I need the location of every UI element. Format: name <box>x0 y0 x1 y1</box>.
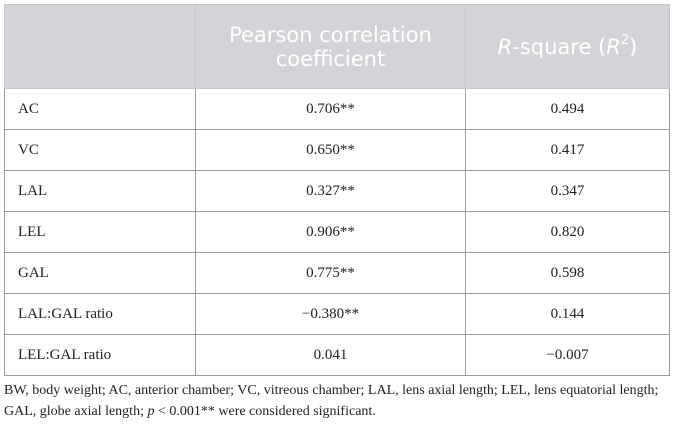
correlation-table <box>4 4 670 376</box>
table-row <box>5 171 670 212</box>
footnote-text-2: < 0.001** were considered significant. <box>154 404 376 419</box>
row-label: GAL <box>5 253 196 294</box>
row-pearson: 0.041 <box>196 335 466 376</box>
table-row <box>5 335 670 376</box>
header-rsquare-middle: -square ( <box>512 34 607 59</box>
table-row <box>5 212 670 253</box>
footnote-p-variable: p <box>147 404 155 419</box>
header-rsquare-sup: 2 <box>620 32 630 48</box>
row-label: LAL <box>5 171 196 212</box>
row-label: AC <box>5 89 196 130</box>
header-rsquare-prefix: R <box>497 34 513 59</box>
table-row <box>5 294 670 335</box>
correlation-table-container <box>4 4 669 376</box>
header-stub <box>5 5 196 89</box>
row-pearson: 0.775** <box>196 253 466 294</box>
header-rsquare-var: R <box>606 34 621 59</box>
row-rsquare: 0.347 <box>466 171 670 212</box>
row-rsquare: −0.007 <box>466 335 670 376</box>
row-rsquare: 0.417 <box>466 130 670 171</box>
table-footnote <box>4 380 664 422</box>
table-header-row <box>5 5 670 89</box>
row-rsquare: 0.494 <box>466 89 670 130</box>
footnote-text-1: BW, body weight; AC, anterior chamber; VC, vitreous chamber; LAL, lens axial length; LEL, lens equatorial length; GAL, globe axial length; <box>4 383 659 419</box>
row-label: LAL:GAL ratio <box>5 294 196 335</box>
header-pearson: Pearson correlation coefficient <box>196 5 466 89</box>
row-rsquare: 0.144 <box>466 294 670 335</box>
row-pearson: 0.706** <box>196 89 466 130</box>
table-row <box>5 89 670 130</box>
table-row <box>5 253 670 294</box>
row-label: LEL:GAL ratio <box>5 335 196 376</box>
header-rsquare <box>466 5 670 89</box>
row-pearson: −0.380** <box>196 294 466 335</box>
row-pearson: 0.650** <box>196 130 466 171</box>
row-pearson: 0.906** <box>196 212 466 253</box>
row-pearson: 0.327** <box>196 171 466 212</box>
table-row <box>5 130 670 171</box>
header-rsquare-suffix: ) <box>629 34 638 59</box>
row-label: LEL <box>5 212 196 253</box>
row-rsquare: 0.820 <box>466 212 670 253</box>
row-label: VC <box>5 130 196 171</box>
row-rsquare: 0.598 <box>466 253 670 294</box>
